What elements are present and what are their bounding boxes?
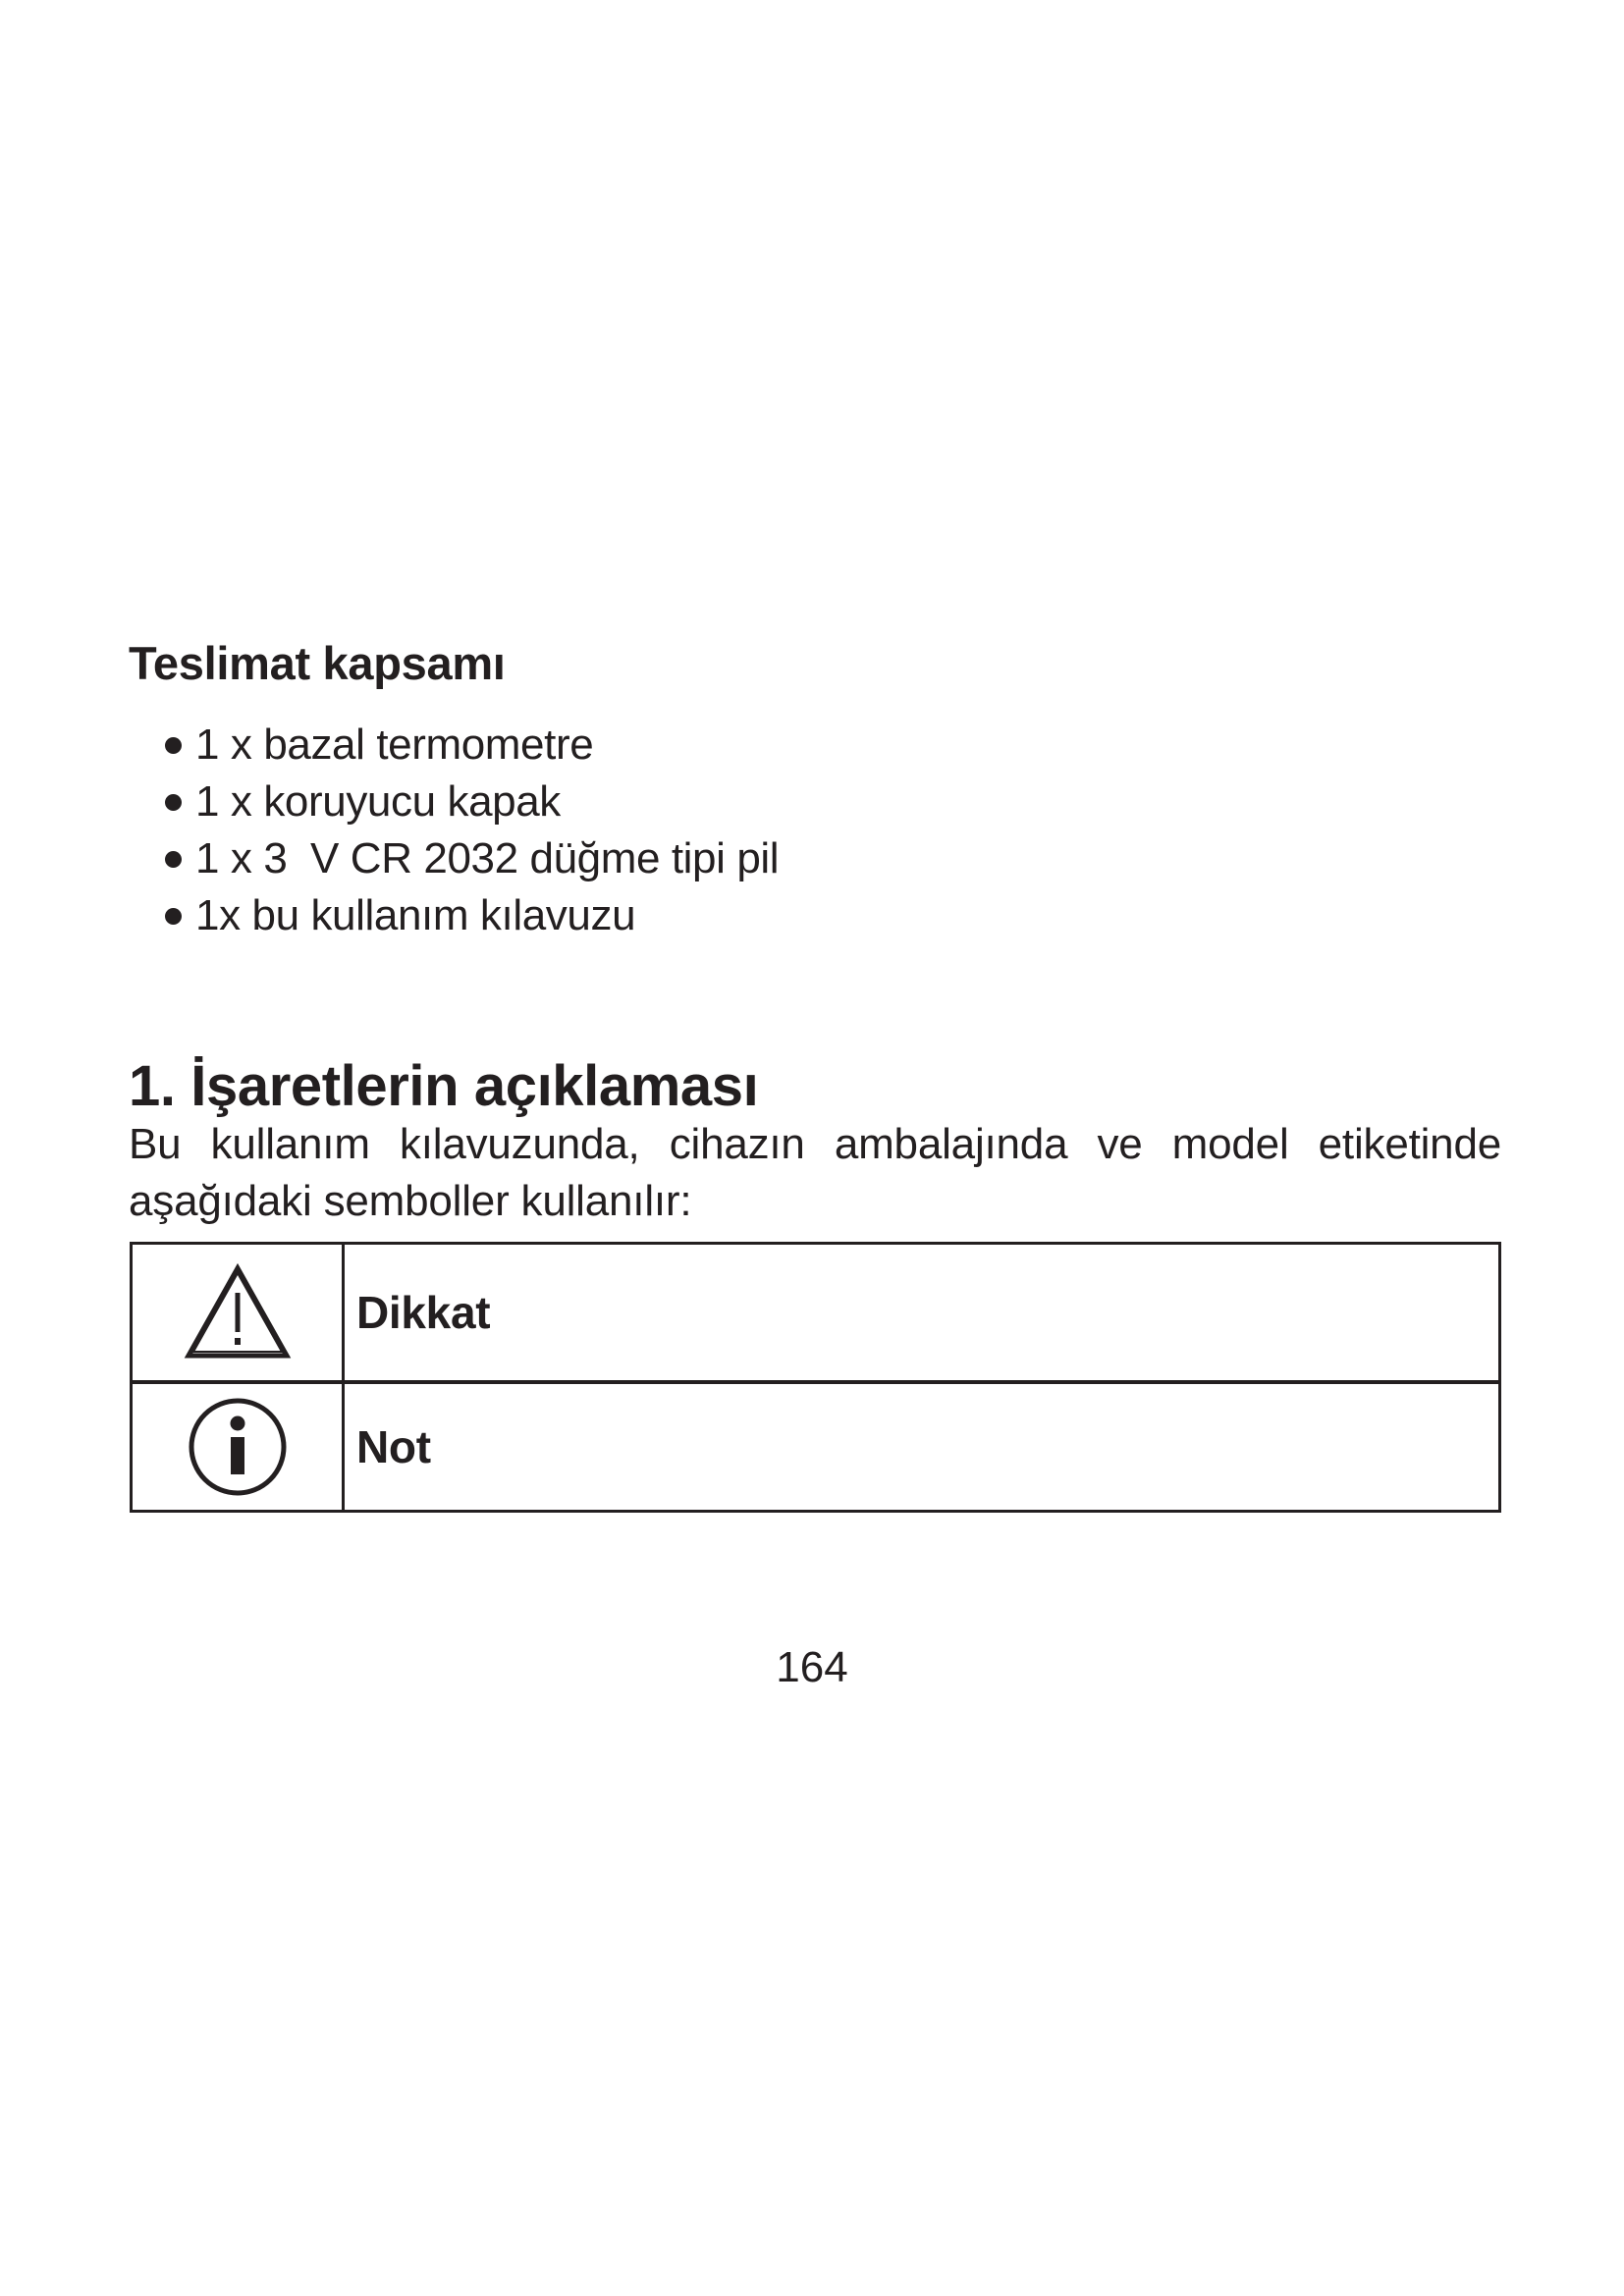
bullet-icon bbox=[165, 908, 182, 925]
delivery-title: Teslimat kapsamı bbox=[129, 637, 506, 689]
symbol-label: Not bbox=[356, 1421, 431, 1472]
list-item bbox=[165, 887, 779, 944]
symbol-table bbox=[130, 1242, 1501, 1513]
intro-line: aşağıdaki semboller kullanılır: bbox=[129, 1177, 692, 1225]
bullet-icon bbox=[165, 851, 182, 868]
page-number: 164 bbox=[776, 1643, 848, 1691]
bullet-icon bbox=[165, 737, 182, 754]
list-item-text: 1 x 3 V CR 2032 düğme tipi pil bbox=[195, 834, 780, 882]
delivery-list bbox=[165, 717, 779, 944]
symbol-label: Dikkat bbox=[356, 1287, 491, 1338]
list-item-text: 1 x koruyucu kapak bbox=[195, 777, 561, 826]
table-row bbox=[133, 1384, 1498, 1510]
symbol-cell bbox=[133, 1384, 345, 1510]
list-item bbox=[165, 717, 779, 774]
list-item-text: 1 x bazal termometre bbox=[195, 721, 594, 769]
intro-line: Bu kullanım kılavuzunda, cihazın ambalajında ve model etiketinde bbox=[129, 1120, 1501, 1168]
chapter-title: 1. İşaretlerin açıklaması bbox=[129, 1054, 759, 1118]
bullet-icon bbox=[165, 794, 182, 811]
symbol-cell bbox=[133, 1245, 345, 1380]
info-icon bbox=[187, 1396, 289, 1498]
list-item-text: 1x bu kullanım kılavuzu bbox=[195, 891, 636, 939]
list-item bbox=[165, 830, 779, 887]
table-row bbox=[133, 1245, 1498, 1384]
warning-triangle-icon bbox=[184, 1263, 292, 1362]
intro-paragraph bbox=[129, 1116, 1503, 1230]
list-item bbox=[165, 774, 779, 830]
